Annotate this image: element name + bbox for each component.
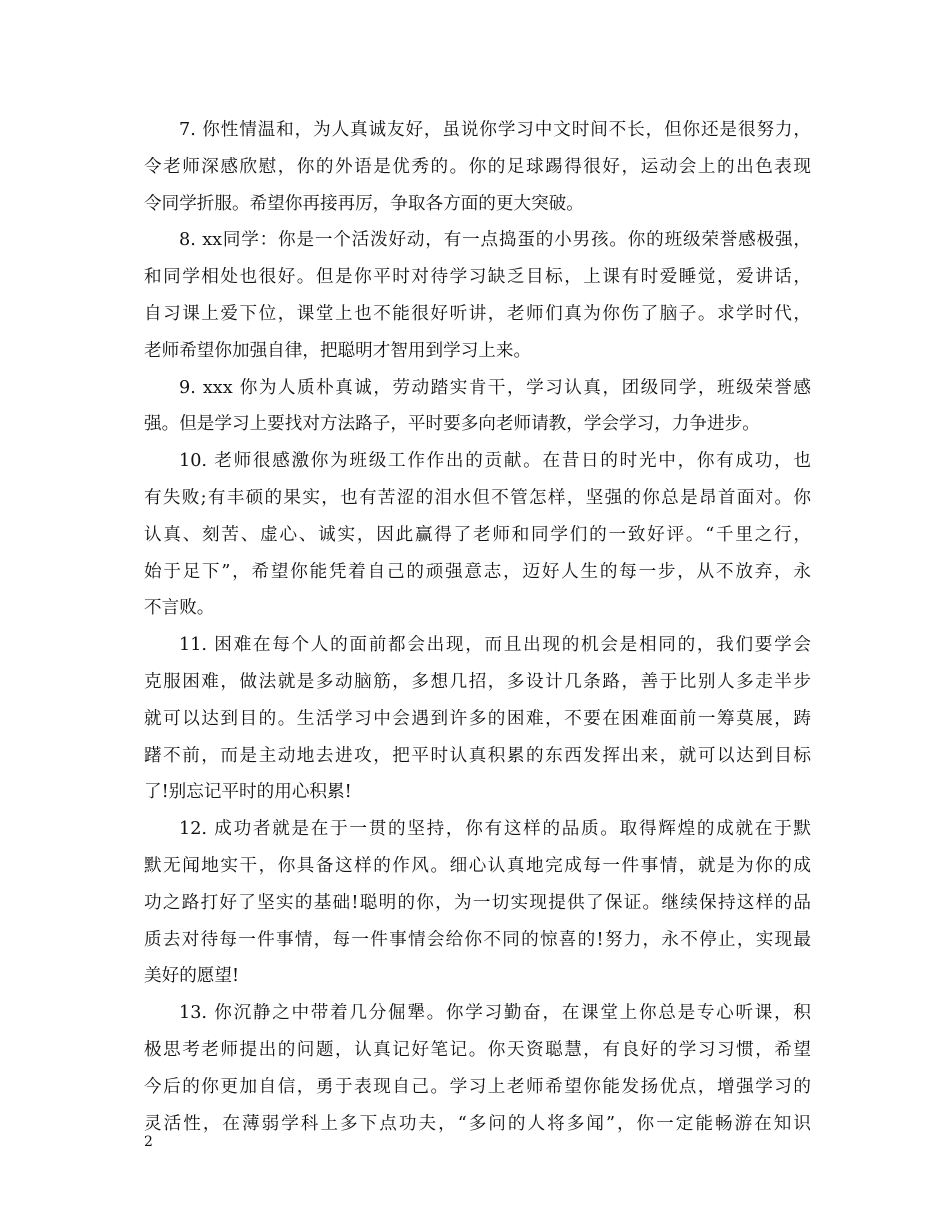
text-line: 躇不前，而是主动地去进攻，把平时认真积累的东西发挥出来，就可以达到目标 (144, 745, 811, 766)
paragraph-13 (144, 995, 811, 1142)
text-line: 自习课上爱下位，课堂上也不能很好听讲，老师们真为你伤了脑子。求学时代， (144, 303, 811, 324)
paragraph-9 (144, 370, 811, 444)
text-line: 8. xx同学：你是一个活泼好动，有一点捣蛋的小男孩。你的班级荣誉感极强， (179, 230, 811, 251)
text-line: 就可以达到目的。生活学习中会遇到许多的困难，不要在困难面前一筹莫展，踌 (144, 708, 811, 729)
text-line: 了!别忘记平时的用心积累! (144, 782, 352, 803)
text-line: 功之路打好了坚实的基础!聪明的你，为一切实现提供了保证。继续保持这样的品 (144, 892, 811, 913)
text-line: 和同学相处也很好。但是你平时对待学习缺乏目标，上课有时爱睡觉，爱讲话， (144, 267, 811, 288)
text-line: 有失败;有丰硕的果实，也有苦涩的泪水但不管怎样，坚强的你总是昂首面对。你 (144, 487, 811, 508)
text-line: 不言败。 (144, 598, 215, 619)
text-line: 13. 你沉静之中带着几分倔犟。你学习勤奋，在课堂上你总是专心听课，积 (179, 1003, 811, 1024)
page-number: 2 (144, 1134, 153, 1150)
paragraph-12 (144, 811, 811, 995)
document-body (144, 112, 811, 1142)
text-line: 老师希望你加强自律，把聪明才智用到学习上来。 (144, 340, 532, 361)
text-line: 9. xxx 你为人质朴真诚，劳动踏实肯干，学习认真，团级同学，班级荣誉感 (179, 377, 811, 398)
text-line: 11. 困难在每个人的面前都会出现，而且出现的机会是相同的，我们要学会 (179, 635, 811, 656)
text-line: 10. 老师很感激你为班级工作作出的贡献。在昔日的时光中，你有成功，也 (179, 451, 811, 472)
text-line: 灵活性，在薄弱学科上多下点功夫，“多问的人将多闻”，你一定能畅游在知识 (144, 1113, 811, 1134)
text-line: 质去对待每一件事情，每一件事情会给你不同的惊喜的!努力，永不停止，实现最 (144, 929, 811, 950)
paragraph-10 (144, 443, 811, 627)
text-line: 强。但是学习上要找对方法路子，平时要多向老师请教，学会学习，力争进步。 (144, 414, 760, 435)
text-line: 始于足下”，希望你能凭着自己的顽强意志，迈好人生的每一步，从不放弃，永 (144, 561, 811, 582)
text-line: 默无闻地实干，你具备这样的作风。细心认真地完成每一件事情，就是为你的成 (144, 855, 811, 876)
text-line: 认真、刻苦、虚心、诚实，因此赢得了老师和同学们的一致好评。“千里之行， (144, 524, 811, 545)
paragraph-8 (144, 222, 811, 369)
text-line: 极思考老师提出的问题，认真记好笔记。你天资聪慧，有良好的学习习惯，希望 (144, 1039, 811, 1060)
text-line: 克服困难，做法就是多动脑筋，多想几招，多设计几条路，善于比别人多走半步 (144, 671, 811, 692)
paragraph-7 (144, 112, 811, 222)
text-line: 令同学折服。希望你再接再厉，争取各方面的更大突破。 (144, 193, 584, 214)
paragraph-11 (144, 627, 811, 811)
text-line: 美好的愿望! (144, 966, 240, 987)
text-line: 令老师深感欣慰，你的外语是优秀的。你的足球踢得很好，运动会上的出色表现 (144, 156, 811, 177)
text-line: 今后的你更加自信，勇于表现自己。学习上老师希望你能发扬优点，增强学习的 (144, 1076, 811, 1097)
text-line: 12. 成功者就是在于一贯的坚持，你有这样的品质。取得辉煌的成就在于默 (179, 819, 811, 840)
text-line: 7. 你性情温和，为人真诚友好，虽说你学习中文时间不长，但你还是很努力， (179, 120, 811, 140)
